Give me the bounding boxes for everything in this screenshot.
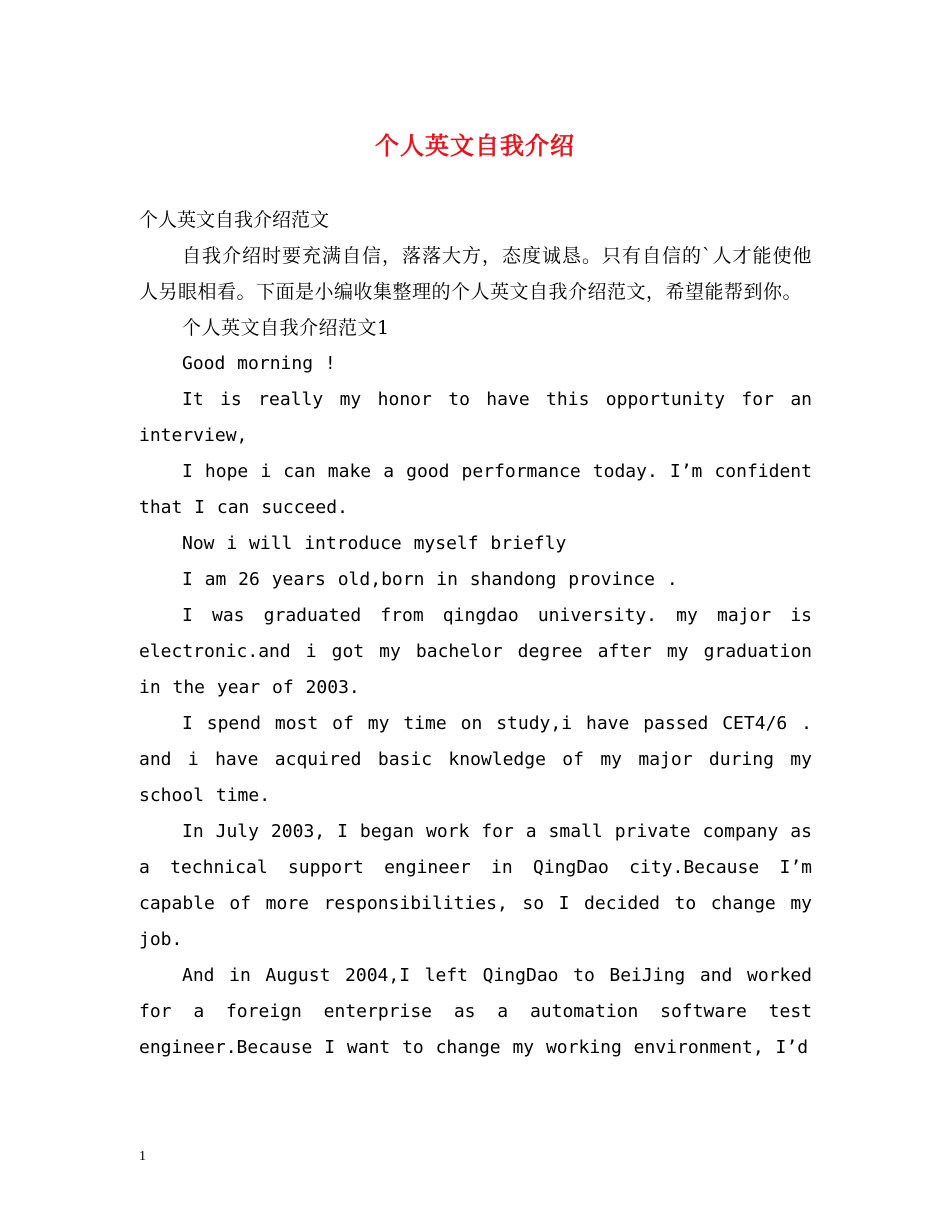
body-paragraph: I hope i can make a good performance today. I’m confident that I can succeed. <box>139 461 812 518</box>
body-paragraph: I was graduated from qingdao university. my major is electronic.and i got my bachelor degree after my graduation in the year of 2003. <box>139 605 812 698</box>
body-paragraph: And in August 2004,I left QingDao to BeiJing and worked for a foreign enterprise as a automation software test engineer.Because I want to change my working environment, I’d <box>139 965 812 1058</box>
section-heading: 个人英文自我介绍范文 <box>139 209 330 231</box>
body-paragraph: In July 2003, I began work for a small private company as a technical support engineer in QingDao city.Because I’m capable of more responsibilities, so I decided to change my job. <box>139 821 812 950</box>
example-heading: 个人英文自我介绍范文1 <box>182 317 390 339</box>
body-paragraph: Now i will introduce myself briefly <box>182 533 567 554</box>
body-paragraph: I am 26 years old,born in shandong province . <box>182 569 678 590</box>
intro-paragraph: 自我介绍时要充满自信，落落大方，态度诚恳。只有自信的`人才能使他人另眼相看。下面是小编收集整理的个人英文自我介绍范文，希望能帮到你。 <box>139 245 812 303</box>
body-paragraph: It is really my honor to have this opportunity for an interview, <box>139 389 812 446</box>
document-body <box>139 202 812 1066</box>
body-paragraph: I spend most of my time on study,i have passed CET4/6 . and i have acquired basic knowledge of my major during my school time. <box>139 713 812 806</box>
body-paragraph: Good morning ! <box>182 353 336 374</box>
page-number: 1 <box>139 1149 146 1164</box>
document-title: 个人英文自我介绍 <box>375 131 575 160</box>
